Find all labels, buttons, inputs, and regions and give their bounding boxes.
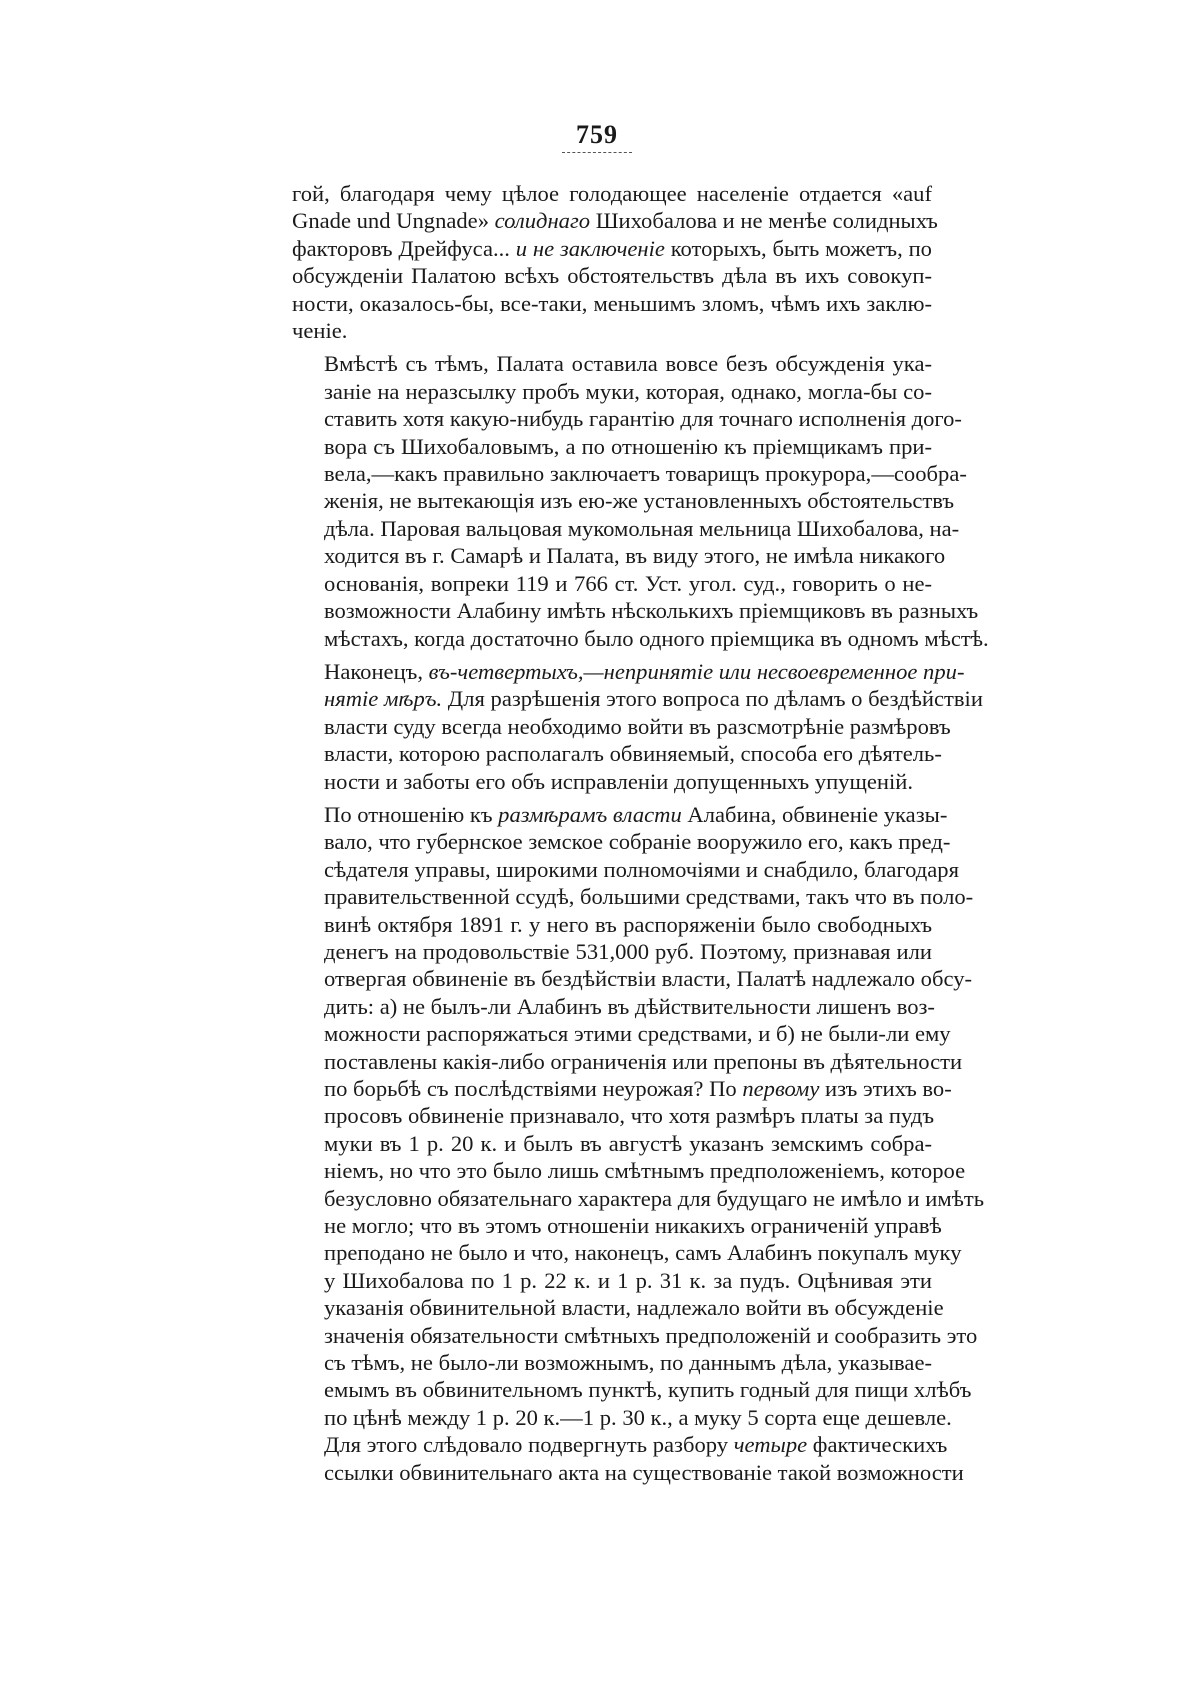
text-run: изъ этихъ во- [819,1076,952,1101]
text-run: просовъ обвиненіе признавало, что хотя размѣръ платы за пудъ [324,1103,935,1129]
text-run: по цѣнѣ между 1 р. 20 к.—1 р. 30 к., а муку 5 сорта еще дешевле. [324,1404,952,1430]
paragraph [292,658,983,795]
text-run: съ тѣмъ, не было-ли возможнымъ, по даннымъ дѣла, указывае- [324,1350,932,1376]
italic-run: въ-четвертыхъ,—непринятіе или несвоевременное при- [428,658,965,684]
text-run: вало, что губернское земское собраніе вооружило его, какъ пред- [324,829,951,855]
text-run: Для этого слѣдовало подвергнуть разбору [324,1432,734,1458]
text-run: значенія обязательности смѣтныхъ предположеній и сообразить это [324,1322,978,1348]
body-text [292,180,989,1492]
italic-run: четыре [733,1432,808,1458]
text-run: ніемъ, но что это было лишь смѣтнымъ предположеніемъ, которое [324,1158,966,1184]
text-run: Алабина, обвиненіе указы- [681,801,948,827]
text-line [292,487,955,514]
text-run: сѣдателя управы, широкими полномочіями и снабдило, благодаря [324,856,959,882]
paragraph [292,180,938,344]
text-line [292,1322,978,1349]
italic-run: и не заключеніе [515,235,665,261]
text-line [292,658,965,685]
text-line [292,993,935,1020]
text-line [292,570,932,597]
text-line [292,1376,972,1403]
text-run: ставить хотя какую-нибудь гарантію для точнаго исполненія дого- [324,406,962,432]
text-line [292,883,974,910]
text-run: ченіе. [292,318,348,344]
italic-run: первому [742,1076,820,1101]
text-line [292,1267,932,1294]
text-line [292,207,938,234]
text-line [292,1212,942,1239]
text-line [292,740,942,767]
text-line [292,828,951,855]
italic-run: солиднаго [494,208,591,234]
text-run: заніе на неразсылку пробъ муки, которая, однако, могла-бы со- [324,378,932,404]
text-run: дѣла. Паровая вальцовая мукомольная мельница Шихобалова, на- [324,515,960,541]
page-number [0,120,1194,153]
paragraph [292,801,985,1486]
text-line [292,1075,952,1102]
text-line [292,1102,935,1129]
text-run: у Шихобалова по 1 р. 22 к. и 1 р. 31 к. за пудъ. Оцѣнивая эти [324,1267,932,1293]
text-run: гой, благодаря чему цѣлое голодающее населеніе отдается «auf [292,181,932,206]
text-run: не могло; что въ этомъ отношеніи никакихъ ограниченій управѣ [324,1213,942,1239]
text-run: ходится въ г. Самарѣ и Палата, въ виду этого, не имѣла никакого [324,543,946,569]
text-run: Gnade und Ungnade» [292,208,495,234]
text-line [292,405,962,432]
text-line [292,1048,963,1075]
page-number-text: 759 [576,120,618,149]
text-run: обсужденіи Палатою всѣхъ обстоятельствъ дѣла въ ихъ совокуп- [292,263,932,289]
text-run: муки въ 1 р. 20 к. и былъ въ августѣ указанъ земскимъ собра- [324,1130,932,1156]
text-line [292,460,967,487]
text-run: правительственной ссудѣ, большими средствами, такъ что въ поло- [324,884,974,910]
text-run: мѣстахъ, когда достаточно было одного пріемщика въ одномъ мѣстѣ. [324,625,989,651]
text-line [292,378,932,405]
text-run: ности, оказалось-бы, все-таки, меньшимъ зломъ, чѣмъ ихъ заклю- [292,290,932,316]
text-run: можности распоряжаться этими средствами, и б) не были-ли ему [324,1021,951,1047]
text-run: преподано не было и что, наконецъ, самъ Алабинъ покупалъ муку [324,1240,962,1266]
text-line [292,685,983,712]
paragraph [292,350,989,651]
text-run: емымъ въ обвинительномъ пунктѣ, купить годный для пищи хлѣбъ [324,1377,972,1403]
text-line [292,1294,944,1321]
text-line [292,235,932,262]
text-run: факторовъ Дрейфуса... [292,235,516,261]
text-line [292,262,932,289]
text-line [292,350,932,377]
text-run: По отношенію къ [324,801,499,827]
text-line [292,1130,932,1157]
text-run: женія, не вытекающія изъ ею-же установленныхъ обстоятельствъ [324,488,955,514]
text-line [292,1185,985,1212]
text-run: безусловно обязательнаго характера для будущаго не имѣло и имѣть [324,1185,985,1211]
text-run: основанія, вопреки 119 и 766 ст. Уст. угол. суд., говорить о не- [324,570,932,596]
text-line [292,1349,932,1376]
text-line [292,1459,964,1486]
text-line [292,1239,962,1266]
text-run: власти, которою располагалъ обвиняемый, способа его дѣятель- [324,741,942,767]
text-run: фактическихъ [807,1432,948,1458]
text-run: дить: а) не былъ-ли Алабинъ въ дѣйствительности лишенъ воз- [324,993,935,1019]
text-line [292,856,959,883]
text-run: возможности Алабину имѣть нѣсколькихъ пріемщиковъ въ разныхъ [324,598,979,624]
text-line [292,1020,951,1047]
text-run: ности и заботы его объ исправленіи допущенныхъ упущеній. [324,768,913,794]
text-line [292,290,932,317]
text-run: Вмѣстѣ съ тѣмъ, Палата оставила вовсе безъ обсужденія ука- [324,351,932,377]
text-run: которыхъ, быть можетъ, по [664,235,932,261]
text-run: поставлены какія-либо ограниченія или препоны въ дѣятельности [324,1048,963,1074]
text-line [292,1157,966,1184]
text-line [292,542,946,569]
text-run: власти суду всегда необходимо войти въ разсмотрѣніе размѣровъ [324,713,951,739]
page-number-rule [562,152,632,153]
text-run: винѣ октября 1891 г. у него въ распоряженіи было свободныхъ [324,911,932,937]
text-line [292,433,932,460]
text-line [292,625,989,652]
italic-run: нятіе мѣръ. [324,686,443,712]
text-line [292,801,948,828]
text-line [292,938,932,965]
text-line [292,965,973,992]
text-run: ссылки обвинительнаго акта на существованіе такой возможности [324,1459,964,1485]
text-run: вора съ Шихобаловымъ, а по отношенію къ пріемщикамъ при- [324,433,932,459]
text-run: отвергая обвиненіе въ бездѣйствіи власти, Палатѣ надлежало обсу- [324,966,973,992]
text-line [292,768,932,795]
text-line [292,713,951,740]
text-line [292,1404,952,1431]
text-line [292,317,932,344]
text-run: Для разрѣшенія этого вопроса по дѣламъ о бездѣйствіи [442,686,983,712]
text-line [292,515,960,542]
text-line [292,1431,948,1458]
text-run: Наконецъ, [324,658,429,684]
text-run: вела,—какъ правильно заключаетъ товарищъ прокурора,—сообра- [324,461,967,487]
text-line [292,911,932,938]
text-run: по борьбѣ съ послѣдствіями неурожая? По [324,1076,743,1101]
text-line [292,180,932,207]
text-run: Шихобалова и не менѣе солидныхъ [590,208,938,234]
italic-run: размѣрамъ власти [498,801,682,827]
text-run: денегъ на продовольствіе 531,000 руб. Поэтому, признавая или [324,938,932,964]
text-line [292,597,979,624]
text-run: указанія обвинительной власти, надлежало войти въ обсужденіе [324,1295,944,1321]
